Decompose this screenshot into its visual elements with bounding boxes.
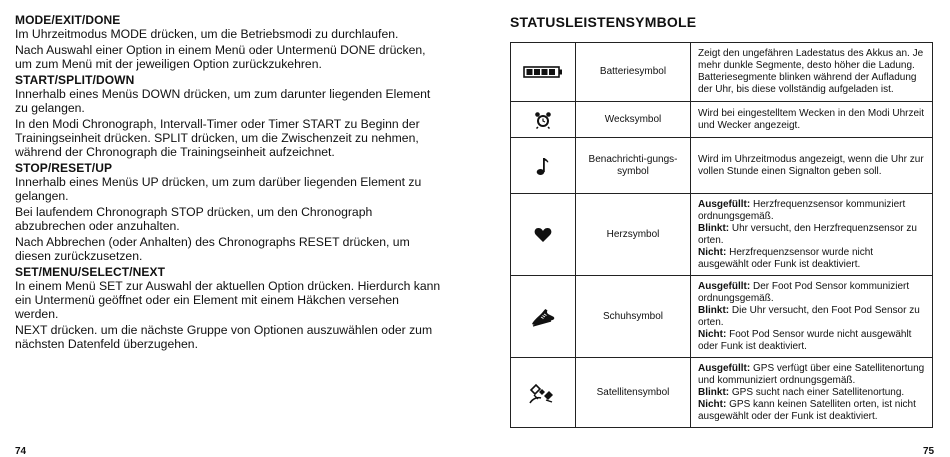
table-row: [511, 358, 933, 428]
table-row: [511, 194, 933, 276]
section-heading-set: SET/MENU/SELECT/NEXT: [15, 265, 166, 279]
description-text: Wird bei eingestelltem Wecken in den Modi Uhrzeit und Wecker angezeigt.: [698, 107, 925, 131]
section-heading-stop: STOP/RESET/UP: [15, 161, 113, 175]
paragraph: In den Modi Chronograph, Intervall-Timer oder Timer START zu Beginn der Trainingseinheit drücken. SPLIT drücken, um die Zwischenzeit zu nehmen, während der Chronograph die Trainingseinheit aufzeichnet.: [15, 117, 420, 159]
paragraph: Nach Auswahl einer Option in einem Menü oder Untermenü DONE drücken, um zum Menü mit der jeweiligen Option zurückzukehren.: [15, 43, 426, 71]
paragraph: NEXT drücken. um die nächste Gruppe von Optionen auszuwählen oder zum nächsten Datenfeld überzugehen.: [15, 323, 433, 351]
status-label: Blinkt:: [698, 386, 730, 398]
table-row: [511, 138, 933, 194]
left-page-content: [15, 13, 445, 353]
symbol-name: Herzsymbol: [576, 194, 691, 276]
table-row: [511, 102, 933, 138]
symbol-name: Schuhsymbol: [576, 276, 691, 358]
page-title: STATUSLEISTENSYMBOLE: [510, 14, 697, 30]
symbol-description: [691, 276, 933, 358]
status-label: Blinkt:: [698, 304, 730, 316]
symbol-name: Benachrichti-gungs-symbol: [576, 138, 691, 194]
status-text: Herzfrequenzsensor kommuniziert ordnungsgemäß.: [698, 198, 906, 222]
symbol-description: [691, 358, 933, 428]
status-text: GPS sucht nach einer Satellitenortung.: [729, 386, 905, 398]
status-text: Der Foot Pod Sensor kommuniziert ordnungsgemäß.: [698, 280, 910, 304]
description-text: Zeigt den ungefähren Ladestatus des Akkus an. Je mehr dunkle Segmente, desto höher die Ladung. Batteriesegmente blinken während der Aufladung der Uhr, bis diese vollständig aufgeladen ist.: [698, 48, 924, 95]
section-heading-start: START/SPLIT/DOWN: [15, 73, 135, 87]
page-number-right: 75: [923, 446, 935, 457]
table-row: [511, 276, 933, 358]
status-label: Ausgefüllt:: [698, 362, 751, 374]
status-text: Die Uhr versucht, den Foot Pod Sensor zu orten.: [698, 304, 920, 328]
paragraph: Innerhalb eines Menüs UP drücken, um zum darüber liegenden Element zu gelangen.: [15, 175, 422, 203]
status-text: Foot Pod Sensor wurde nicht ausgewählt oder Funk ist deaktiviert.: [698, 328, 912, 352]
page-number-left: 74: [15, 446, 27, 457]
paragraph: In einem Menü SET zur Auswahl der aktuellen Option drücken. Hierdurch kann ein Untermenü geöffnet oder ein Element mit einem Häkchen versehen werden.: [15, 279, 441, 321]
status-text: Herzfrequenzsensor wurde nicht ausgewählt oder Funk ist deaktiviert.: [698, 246, 874, 270]
symbol-name: Wecksymbol: [576, 102, 691, 138]
alarm-clock-icon: [511, 102, 576, 138]
status-label: Nicht:: [698, 246, 727, 258]
status-label: Blinkt:: [698, 222, 730, 234]
status-text: GPS kann keinen Satelliten orten, ist nicht ausgewählt oder der Funk ist deaktiviert.: [698, 398, 916, 422]
shoe-icon: [511, 276, 576, 358]
status-text: Uhr versucht, den Herzfrequenzsensor zu orten.: [698, 222, 917, 246]
symbol-name: Satellitensymbol: [576, 358, 691, 428]
symbol-description: [691, 194, 933, 276]
satellite-icon: [511, 358, 576, 428]
paragraph: Im Uhrzeitmodus MODE drücken, um die Betriebsmodi zu durchlaufen.: [15, 27, 399, 41]
description-text: Wird im Uhrzeitmodus angezeigt, wenn die Uhr zur vollen Stunde einen Signalton geben soll.: [698, 153, 924, 177]
paragraph: Bei laufendem Chronograph STOP drücken, um den Chronograph abzubrechen oder anzuhalten.: [15, 205, 373, 233]
status-text: GPS verfügt über eine Satellitenortung und kommuniziert ordnungsgemäß.: [698, 362, 925, 386]
status-label: Nicht:: [698, 398, 727, 410]
status-label: Ausgefüllt:: [698, 198, 751, 210]
status-label: Nicht:: [698, 328, 727, 340]
heart-icon: [511, 194, 576, 276]
paragraph: Nach Abbrechen (oder Anhalten) des Chronographs RESET drücken, um diesen zurückzusetzen.: [15, 235, 410, 263]
symbol-description: [691, 43, 933, 102]
symbol-name: Batteriesymbol: [576, 43, 691, 102]
symbol-description: [691, 102, 933, 138]
paragraph: Innerhalb eines Menüs DOWN drücken, um zum darunter liegenden Element zu gelangen.: [15, 87, 431, 115]
section-heading-mode: MODE/EXIT/DONE: [15, 13, 121, 27]
table-row: [511, 43, 933, 102]
status-label: Ausgefüllt:: [698, 280, 751, 292]
symbol-description: [691, 138, 933, 194]
battery-icon: [511, 43, 576, 102]
music-note-icon: [511, 138, 576, 194]
status-symbol-table: [510, 42, 933, 428]
